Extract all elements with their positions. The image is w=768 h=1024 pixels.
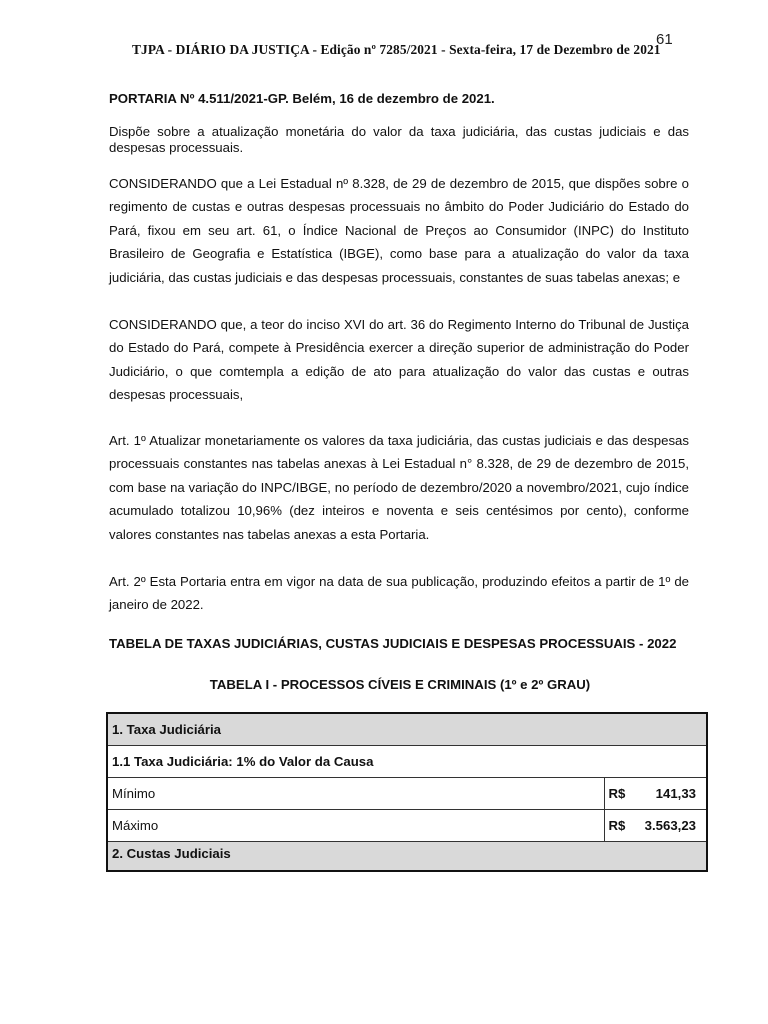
table-section-row [107,841,707,871]
considerando-paragraph-2: CONSIDERANDO que, a teor do inciso XVI do art. 36 do Regimento Interno do Tribunal de Justiça do Estado do Pará, compete à Presidência exercer a direção superior de administração do Poder Judiciário, o que comtempla a edição de ato para atualização do valor das custas e outras despesas processuais, [109,317,689,403]
currency-symbol: R$ [608,817,626,833]
subsection-1-1-label: 1.1 Taxa Judiciária: 1% do Valor da Causa [107,745,707,777]
article-2-paragraph: Art. 2º Esta Portaria entra em vigor na data de sua publicação, produzindo efeitos a partir de 1º de janeiro de 2022. [109,574,689,613]
currency-symbol: R$ [608,785,626,801]
row-amount-maximo [604,809,707,841]
summary-paragraph: Dispõe sobre a atualização monetária do valor da taxa judiciária, das custas judiciais e das despesas processuais. [109,124,689,155]
table-title: TABELA I - PROCESSOS CÍVEIS E CRIMINAIS (1º e 2º GRAU) [209,677,591,692]
table-section-row [107,713,707,745]
article-1-paragraph: Art. 1º Atualizar monetariamente os valores da taxa judiciária, das custas judiciais e das despesas processuais constantes nas tabelas anexas à Lei Estadual n° 8.328, de 29 de dezembro de 2015, com base na variação do INPC/IBGE, no período de dezembro/2020 a novembro/2021, cujo índice acumulado totalizou 10,96% (dez inteiros e noventa e seis centésimos por cento), conforme valores constantes nas tabelas anexas a esta Portaria. [109,433,689,542]
row-label-maximo: Máximo [107,809,604,841]
table-subsection-row [107,745,707,777]
tables-section-title: TABELA DE TAXAS JUDICIÁRIAS, CUSTAS JUDICIAIS E DESPESAS PROCESSUAIS - 2022 [109,636,677,651]
fee-table [106,712,708,872]
page-number: 61 [656,31,673,48]
running-header: TJPA - DIÁRIO DA JUSTIÇA - Edição nº 7285/2021 - Sexta-feira, 17 de Dezembro de 2021 [132,42,661,57]
row-label-minimo: Mínimo [107,777,604,809]
table-row [107,809,707,841]
table-row [107,777,707,809]
amount-value: 3.563,23 [644,817,696,833]
considerando-paragraph-1: CONSIDERANDO que a Lei Estadual nº 8.328, de 29 de dezembro de 2015, que dispões sobre o regimento de custas e outras despesas processuais no âmbito do Poder Judiciário do Estado do Pará, fixou em seu art. 61, o Índice Nacional de Preços ao Consumidor (INPC) do Instituto Brasileiro de Geografia e Estatística (IBGE), como base para a atualização do valor da taxa judiciária, das custas judiciais e das despesas processuais, constantes de suas tabelas anexas; e [109,176,689,285]
section-1-label: 1. Taxa Judiciária [107,713,707,745]
amount-value: 141,33 [655,785,696,801]
row-amount-minimo [604,777,707,809]
section-2-label: 2. Custas Judiciais [107,841,707,871]
document-title: PORTARIA Nº 4.511/2021-GP. Belém, 16 de dezembro de 2021. [109,91,495,106]
